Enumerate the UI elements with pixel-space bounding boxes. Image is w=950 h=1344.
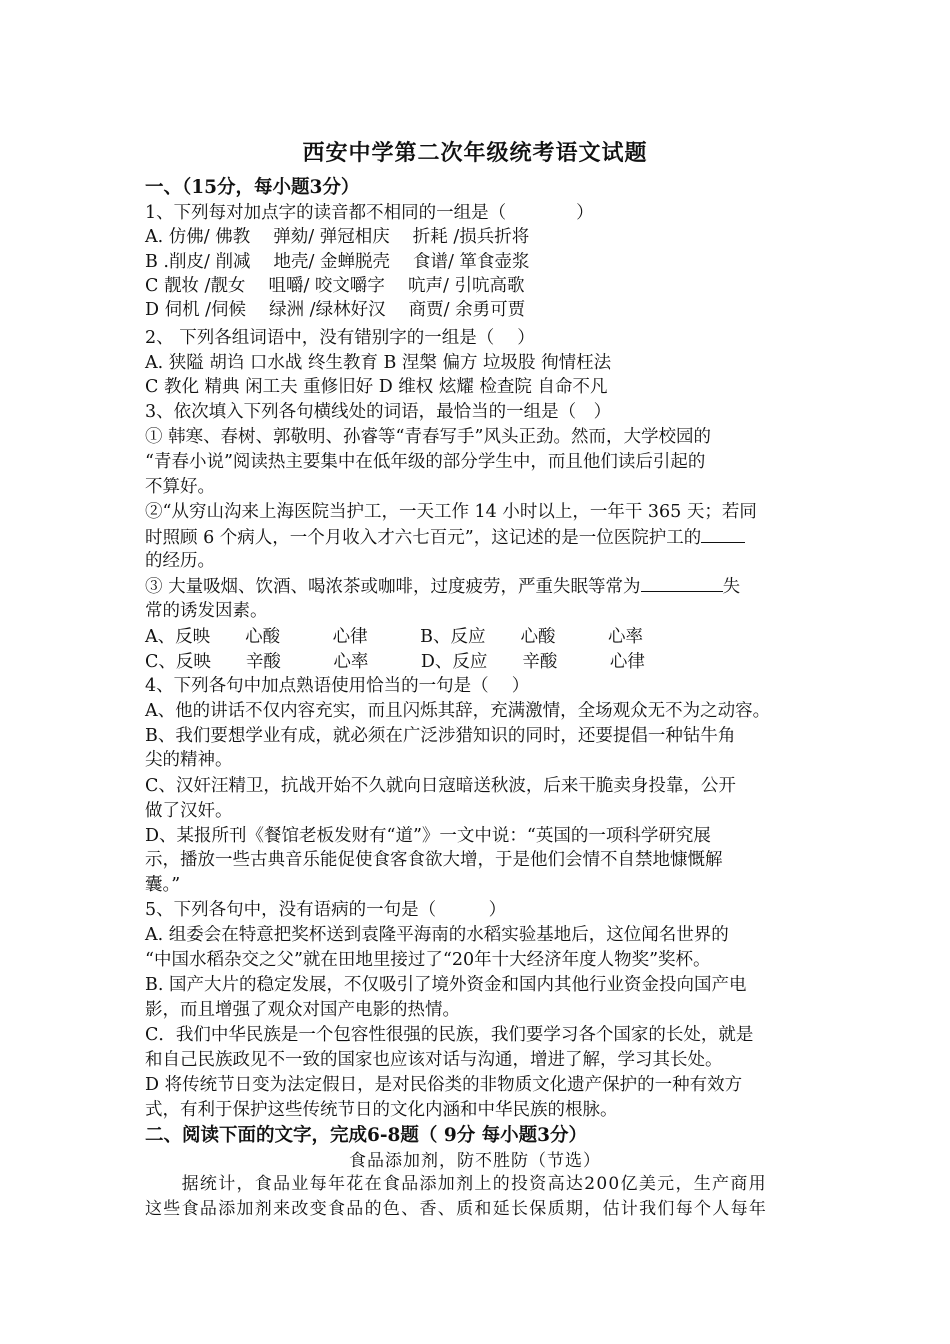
option-line: 示，播放一些古典音乐能促使食客食欲大增，于是他们会情不自禁地慷慨解: [145, 850, 723, 870]
passage-title: 食品添加剂，防不胜防（节选）: [349, 1151, 601, 1171]
page-title: 西安中学第二次年级统考语文试题: [302, 140, 648, 166]
option-line: 影，而且增强了观众对国产电影的热情。: [145, 1000, 460, 1020]
option-line: 做了汉奸。: [145, 801, 233, 821]
passage-line: 这些食品添加剂来改变食品的色、香、质和延长保质期，估计我们每个人每年: [145, 1199, 768, 1219]
option-line: “中国水稻杂交之父”就在田地里接过了“20年十大经济年度人物奖”奖杯。: [145, 950, 711, 970]
option-line: C、反映 辛酸 心率 D、反应 辛酸 心律: [145, 652, 645, 672]
option-line: 和自己民族政见不一致的国家也应该对话与沟通，增进了解，学习其长处。: [145, 1050, 723, 1070]
paragraph-line: 常的诱发因素。: [145, 601, 268, 621]
option-line: D、某报所刊《餐馆老板发财有“道”》一文中说：“英国的一项科学研究展: [145, 826, 711, 846]
option-line: A、他的讲话不仅内容充实，而且闪烁其辞，充满激情，全场观众无不为之动容。: [145, 701, 771, 721]
line-text: 时照顾 6 个病人，一个月收入才六七百元”，这记述的是一位医院护工的: [145, 528, 702, 548]
option-line: 囊。”: [145, 875, 181, 895]
option-line: C 靓妆 /靓女 咀嚼/ 咬文嚼字 吭声/ 引吭高歌: [145, 276, 525, 296]
option-line: D 伺机 /伺候 绿洲 /绿林好汉 商贾/ 余勇可贾: [145, 300, 526, 320]
fill-blank: [701, 525, 745, 543]
option-line: B. 国产大片的稳定发展，不仅吸引了境外资金和国内其他行业资金投向国产电: [145, 975, 747, 995]
paragraph-line: “青春小说”阅读热主要集中在低年级的部分学生中，而且他们读后引起的: [145, 452, 706, 472]
question-3: 3、依次填入下列各句横线处的词语，最恰当的一组是（ ）: [145, 402, 612, 422]
option-line: D 将传统节日变为法定假日，是对民俗类的非物质文化遗产保护的一种有效方: [145, 1075, 743, 1095]
paragraph-line: ②“从穷山沟来上海医院当护工，一天工作 14 小时以上，一年干 365 天；若同: [145, 502, 757, 522]
section-1-heading: 一、（15分，每小题3分）: [145, 177, 360, 198]
option-line: A. 狭隘 胡诌 口水战 终生教育 B 涅槃 偏方 垃圾股 徇情枉法: [145, 353, 612, 373]
question-2: 2、 下列各组词语中，没有错别字的一组是（ ）: [145, 328, 535, 348]
question-1: 1、下列每对加点字的读音都不相同的一组是（ ）: [145, 203, 594, 223]
paragraph-line: [145, 574, 740, 599]
option-line: C、汉奸汪精卫，抗战开始不久就向日寇暗送秋波，后来干脆卖身投靠，公开: [145, 776, 736, 796]
section-2-heading: 二、阅读下面的文字，完成6-8题（ 9分 每小题3分）: [145, 1125, 588, 1146]
question-5: 5、下列各句中，没有语病的一句是（ ）: [145, 900, 507, 920]
question-4: 4、下列各句中加点熟语使用恰当的一句是（ ）: [145, 676, 530, 696]
paragraph-line: [145, 525, 745, 550]
fill-blank: [641, 574, 723, 592]
line-text-tail: 失: [722, 577, 741, 597]
paragraph-line: 的经历。: [145, 551, 215, 571]
passage-line: 据统计，食品业每年花在食品添加剂上的投资高达200亿美元，生产商用: [145, 1174, 767, 1194]
option-line: A. 仿佛/ 佛教 弹劾/ 弹冠相庆 折耗 /损兵折将: [145, 227, 530, 247]
option-line: B .削皮/ 削减 地壳/ 金蝉脱壳 食谱/ 箪食壶浆: [145, 252, 530, 272]
option-line: C．我们中华民族是一个包容性很强的民族，我们要学习各个国家的长处，就是: [145, 1025, 754, 1045]
paragraph-line: 不算好。: [145, 477, 215, 497]
option-line: C 教化 精典 闲工夫 重修旧好 D 维权 炫耀 检查院 自命不凡: [145, 377, 608, 397]
option-line: A、反映 心酸 心律 B、反应 心酸 心率: [145, 627, 643, 647]
line-text: ③ 大量吸烟、饮酒、喝浓茶或咖啡，过度疲劳，严重失眠等常为: [145, 577, 641, 597]
option-line: 尖的精神。: [145, 750, 233, 770]
option-line: 式，有利于保护这些传统节日的文化内涵和中华民族的根脉。: [145, 1100, 618, 1120]
paragraph-line: ① 韩寒、春树、郭敬明、孙睿等“青春写手”风头正劲。然而，大学校园的: [145, 427, 711, 447]
option-line: A. 组委会在特意把奖杯送到袁隆平海南的水稻实验基地后，这位闻名世界的: [145, 925, 729, 945]
option-line: B、我们要想学业有成，就必须在广泛涉猎知识的同时，还要提倡一种钻牛角: [145, 726, 736, 746]
